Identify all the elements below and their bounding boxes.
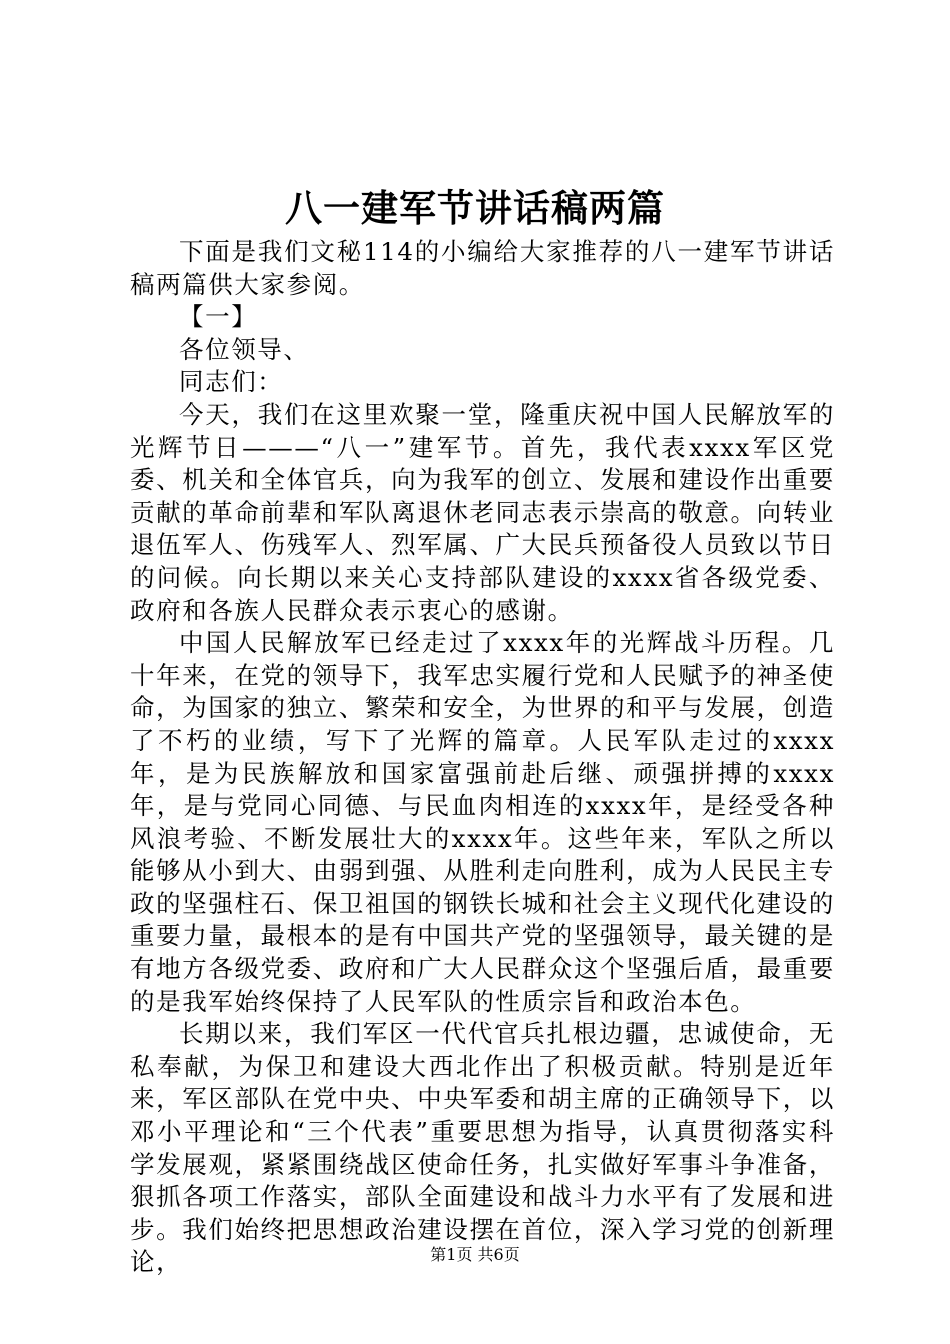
salutation-line: 同志们： [179,367,284,397]
page-number-footer: 第1页 共6页 [430,1245,520,1264]
intro-paragraph: 下面是我们文秘114的小编给大家推荐的八一建军节讲话稿两篇供大家参阅。 [130,237,835,299]
document-title: 八一建军节讲话稿两篇 [285,186,665,230]
body-paragraph: 今天，我们在这里欢聚一堂，隆重庆祝中国人民解放军的光辉节日———“八一”建军节。首先，我代表xxxx军区党委、机关和全体官兵，向为我军的创立、发展和建设作出重要贡献的革命前辈和军队离退休老同志表示崇高的敬意。向转业退伍军人、伤残军人、烈军属、广大民兵预备役人员致以节日的问候。向长期以来关心支持部队建设的xxxx省各级党委、政府和各族人民群众表示衷心的感谢。 [130,399,835,625]
salutation-line: 各位领导、 [179,334,310,364]
document-body [130,236,835,1279]
body-paragraph: 长期以来，我们军区一代代官兵扎根边疆，忠诚使命，无私奉献，为保卫和建设大西北作出了积极贡献。特别是近年来，军区部队在党中央、中央军委和胡主席的正确领导下，以邓小平理论和“三个代表”重要思想为指导，认真贯彻落实科学发展观，紧紧围绕战区使命任务，扎实做好军事斗争准备，狠抓各项工作落实，部队全面建设和战斗力水平有了发展和进步。我们始终把思想政治建设摆在首位，深入学习党的创新理论， [130,1019,835,1277]
body-paragraph: 中国人民解放军已经走过了xxxx年的光辉战斗历程。几十年来，在党的领导下，我军忠实履行党和人民赋予的神圣使命，为国家的独立、繁荣和安全，为世界的和平与发展，创造了不朽的业绩，写下了光辉的篇章。人民军队走过的xxxx年，是为民族解放和国家富强前赴后继、顽强拼搏的xxxx年，是与党同心同德、与民血肉相连的xxxx年，是经受各种风浪考验、不断发展壮大的xxxx年。这些年来，军队之所以能够从小到大、由弱到强、从胜利走向胜利，成为人民民主专政的坚强柱石、保卫祖国的钢铁长城和社会主义现代化建设的重要力量，最根本的是有中国共产党的坚强领导，最关键的是有地方各级党委、政府和广大人民群众这个坚强后盾，最重要的是我军始终保持了人民军队的性质宗旨和政治本色。 [130,628,835,1016]
section-heading: 【一】 [179,302,258,332]
